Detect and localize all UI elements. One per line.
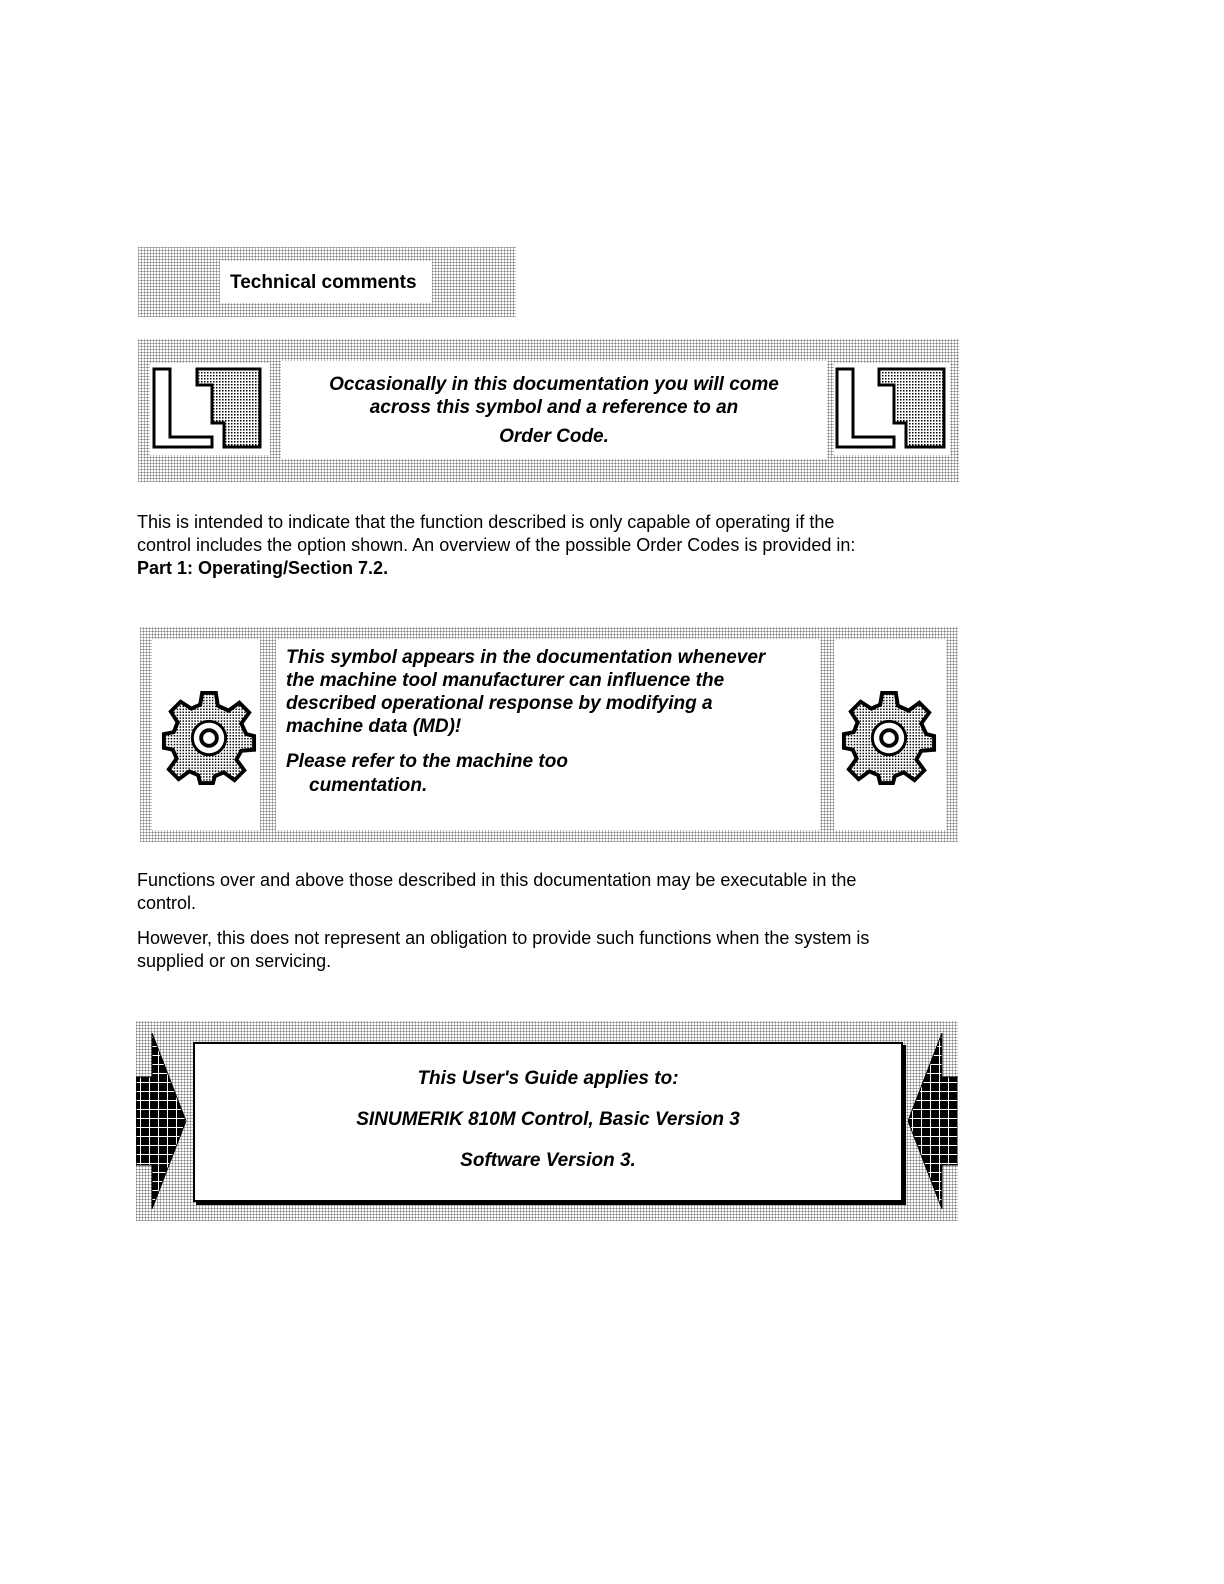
order-code-icon-right-box: [834, 363, 950, 455]
software-version: Software Version 3.: [460, 1150, 636, 1171]
order-code-line-2: across this symbol and a reference to an: [369, 397, 739, 418]
paragraph-line: supplied or on servicing.: [137, 951, 332, 971]
md-line-2: the machine tool manufacturer can influence the: [286, 670, 725, 691]
gear-icon-left-box: [152, 639, 260, 830]
md-line-4: machine data (MD)!: [286, 716, 462, 737]
machine-data-text-box: [276, 639, 820, 830]
md-line-6: cumentation.: [309, 775, 428, 796]
arrow-pointer-icon: [136, 1033, 188, 1209]
functions-paragraph: [137, 869, 957, 915]
order-code-line-1: Occasionally in this documentation you will come: [329, 374, 779, 395]
md-line-3: described operational response by modifying a: [286, 693, 713, 714]
product-name: SINUMERIK 810M Control, Basic Version 3: [356, 1109, 740, 1130]
order-code-icon-left-box: [150, 363, 270, 455]
order-code-symbol-icon: [150, 363, 270, 455]
paragraph-line: However, this does not represent an obligation to provide such functions when the system is: [137, 928, 870, 948]
paragraph-line: Functions over and above those described in this documentation may be executable in the: [137, 870, 857, 890]
order-code-text-box: [281, 361, 827, 459]
order-code-line-3: Order Code.: [499, 426, 609, 447]
md-line-5: Please refer to the machine too: [286, 751, 568, 772]
order-code-paragraph: [137, 511, 957, 580]
order-code-symbol-icon: [834, 363, 950, 455]
paragraph-line: control.: [137, 893, 197, 913]
order-code-note: [138, 339, 959, 482]
applies-to-frame: [193, 1042, 903, 1202]
section-header-label-box: [220, 261, 432, 303]
machine-data-note: [140, 627, 958, 842]
gear-icon: [160, 689, 258, 787]
section-reference: Part 1: Operating/Section 7.2.: [137, 558, 389, 578]
section-header-frame: [138, 247, 516, 317]
paragraph-line: control includes the option shown. An overview of the possible Order Codes is provided in:: [137, 535, 856, 555]
applies-to-note: [136, 1021, 958, 1221]
paragraph-line: This is intended to indicate that the function described is only capable of operating if the: [137, 512, 835, 532]
gear-icon: [840, 689, 938, 787]
obligation-paragraph: [137, 927, 957, 973]
applies-to-heading: This User's Guide applies to:: [417, 1068, 679, 1089]
md-line-1: This symbol appears in the documentation whenever: [286, 647, 766, 668]
section-title: Technical comments: [230, 272, 417, 293]
gear-icon-right-box: [834, 639, 946, 830]
arrow-pointer-icon: [908, 1033, 958, 1209]
